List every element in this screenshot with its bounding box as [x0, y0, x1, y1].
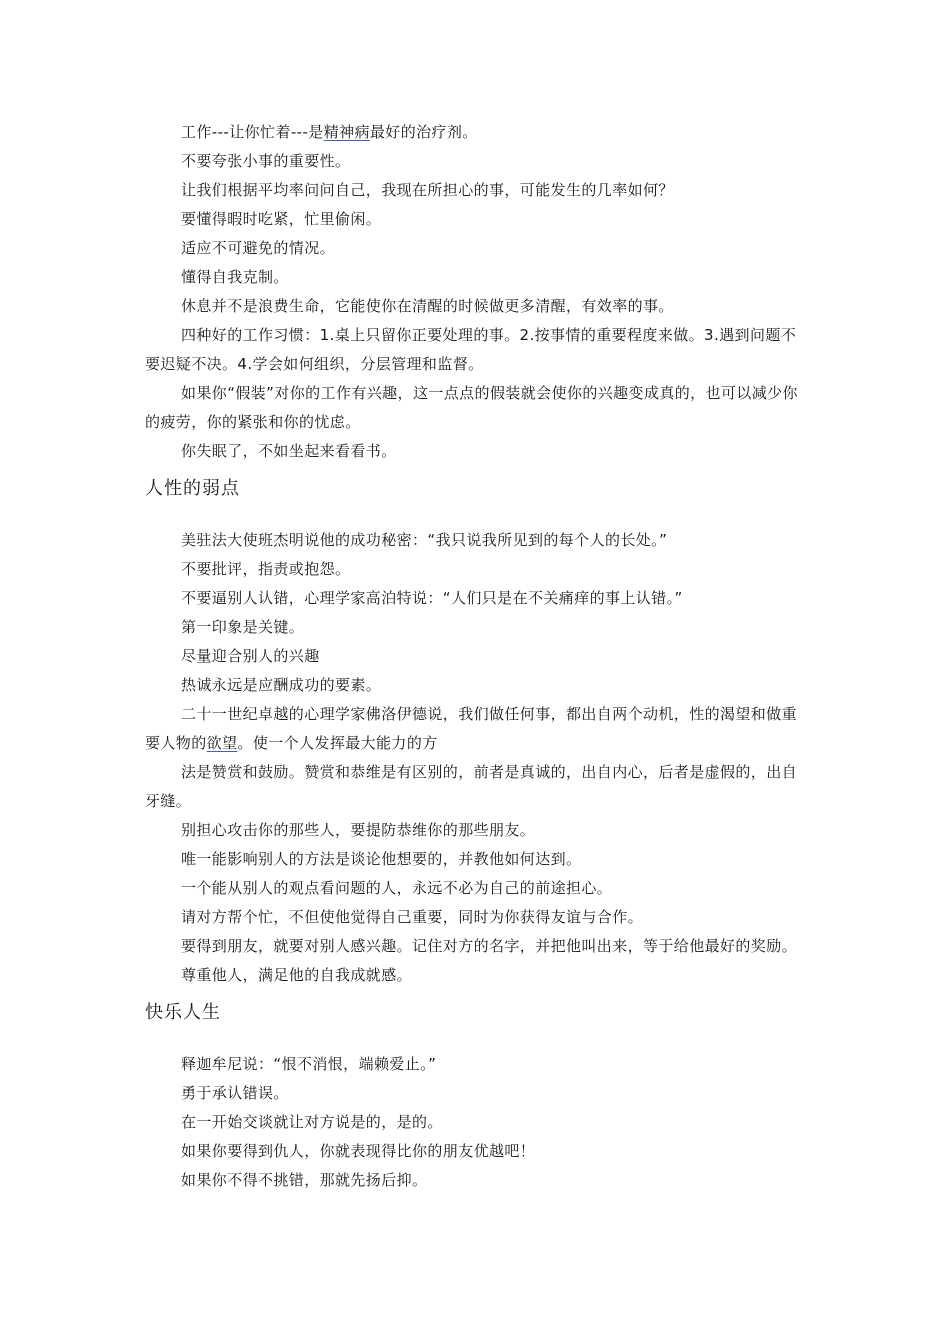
- paragraph: 释迦牟尼说：“恨不消恨，端赖爱止。”: [181, 1055, 437, 1073]
- paragraph: 尊重他人，满足他的自我成就感。: [181, 966, 413, 984]
- text: 二十一世纪卓越的心理学家佛洛伊德说，我们做任何事，都出自两个动机，性的渴望和做重要人物的: [145, 705, 798, 752]
- paragraph: 法是赞赏和鼓励。赞赏和恭维是有区别的，前者是真诚的，出自内心，后者是虚假的，出自牙缝。: [145, 763, 798, 810]
- paragraph: 不要夸张小事的重要性。: [181, 152, 351, 170]
- text: 工作---让你忙着---是: [181, 123, 324, 141]
- section-heading: 快乐人生: [145, 1002, 221, 1023]
- paragraph: [145, 700, 805, 758]
- paragraph: 勇于承认错误。: [181, 1084, 289, 1102]
- text: 最好的治疗剂。: [369, 123, 478, 141]
- paragraph: 你失眠了，不如坐起来看看书。: [181, 442, 397, 460]
- paragraph: [145, 118, 805, 147]
- paragraph: 唯一能影响别人的方法是谈论他想要的，并教他如何达到。: [181, 850, 582, 868]
- paragraph: 不要批评，指责或抱怨。: [181, 560, 351, 578]
- paragraph: 第一印象是关键。: [181, 618, 305, 636]
- paragraph: 如果你“假装”对你的工作有兴趣，这一点点的假装就会使你的兴趣变成真的，也可以减少你的疲劳，你的紧张和你的忧虑。: [145, 384, 798, 431]
- paragraph: 懂得自我克制。: [181, 268, 289, 286]
- paragraph: 在一开始交谈就让对方说是的，是的。: [181, 1113, 443, 1131]
- paragraph: 请对方帮个忙，不但使他觉得自己重要，同时为你获得友谊与合作。: [181, 908, 644, 926]
- paragraph: 不要逼别人认错，心理学家高泊特说：“人们只是在不关痛痒的事上认错。”: [181, 589, 683, 607]
- paragraph: 要得到朋友，就要对别人感兴趣。记住对方的名字，并把他叫出来，等于给他最好的奖励。: [181, 937, 798, 955]
- section-heading: 人性的弱点: [145, 478, 240, 499]
- paragraph: 适应不可避免的情况。: [181, 239, 336, 257]
- paragraph: 一个能从别人的观点看问题的人，永远不必为自己的前途担心。: [181, 879, 613, 897]
- paragraph: 如果你不得不挑错，那就先扬后抑。: [181, 1171, 428, 1189]
- paragraph: 别担心攻击你的那些人，要提防恭维你的那些朋友。: [181, 821, 536, 839]
- document-body: [145, 118, 805, 1195]
- paragraph: 休息并不是浪费生命，它能使你在清醒的时候做更多清醒，有效率的事。: [181, 297, 674, 315]
- paragraph: 要懂得暇时吃紧，忙里偷闲。: [181, 210, 382, 228]
- paragraph: 美驻法大使班杰明说他的成功秘密：“我只说我所见到的每个人的长处。”: [181, 531, 668, 549]
- text: 。使一个人发挥最大能力的方: [237, 734, 438, 752]
- paragraph: 让我们根据平均率问问自己，我现在所担心的事，可能发生的几率如何？: [181, 181, 674, 199]
- paragraph: 尽量迎合别人的兴趣: [181, 647, 320, 665]
- hyperlink-jingshenbing[interactable]: 精神病: [323, 123, 370, 141]
- paragraph: 如果你要得到仇人，你就表现得比你的朋友优越吧！: [181, 1142, 536, 1160]
- paragraph: 热诚永远是应酬成功的要素。: [181, 676, 382, 694]
- hyperlink-yuwang[interactable]: 欲望: [206, 734, 238, 752]
- paragraph: 四种好的工作习惯：1.桌上只留你正要处理的事。2.按事情的重要程度来做。3.遇到问题不要迟疑不决。4.学会如何组织，分层管理和监督。: [145, 326, 797, 373]
